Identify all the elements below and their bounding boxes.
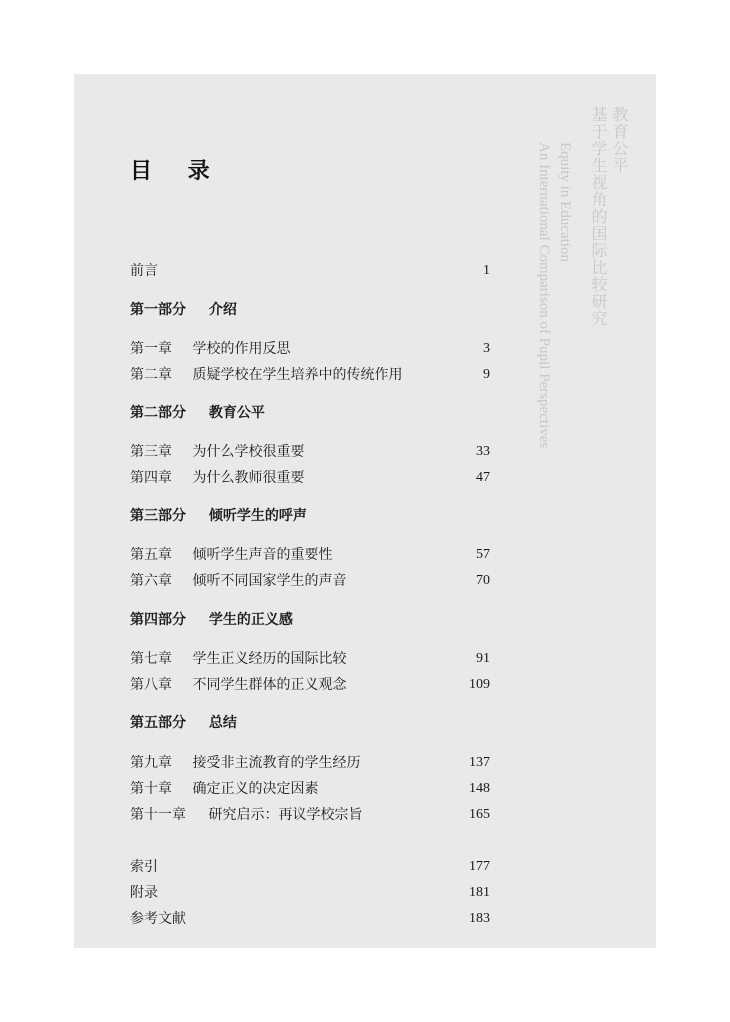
part-label: 第一部分	[130, 302, 186, 318]
spine-en-subtitle: An International Comparison of Pupil Perspectives	[536, 142, 552, 449]
part-heading[interactable]	[130, 505, 307, 527]
toc-chapter[interactable]	[130, 804, 490, 826]
toc-chapter[interactable]	[130, 544, 490, 566]
toc-chapter[interactable]	[130, 752, 490, 774]
part-heading[interactable]	[130, 712, 237, 734]
toc-chapter[interactable]	[130, 674, 490, 696]
toc-page-number: 47	[476, 470, 490, 485]
part-title: 总结	[208, 715, 237, 731]
toc-page-number: 70	[476, 573, 490, 588]
chapter-label: 第一章	[130, 341, 172, 357]
toc-back-matter[interactable]	[130, 882, 490, 904]
toc-page-number: 3	[483, 341, 490, 356]
toc-page-number: 177	[469, 859, 490, 874]
chapter-label: 第七章	[130, 651, 172, 667]
toc-page-number: 165	[469, 807, 490, 822]
spine-en-title: Equity in Education	[557, 142, 573, 262]
toc-page-number: 137	[469, 755, 490, 770]
toc-entry-title: 附录	[130, 885, 158, 901]
toc-page-number: 9	[483, 367, 490, 382]
chapter-title: 学校的作用反思	[192, 341, 291, 357]
toc-page-number: 148	[469, 781, 490, 796]
toc-page-number: 91	[476, 651, 490, 666]
chapter-label: 第十一章	[130, 807, 186, 823]
toc-back-matter[interactable]	[130, 908, 490, 930]
chapter-label: 第三章	[130, 444, 172, 460]
chapter-label: 第九章	[130, 755, 172, 771]
toc-entry-title: 索引	[130, 859, 158, 875]
page-title: 目 录	[130, 159, 224, 184]
chapter-title: 学生正义经历的国际比较	[192, 651, 347, 667]
part-label: 第四部分	[130, 612, 186, 628]
chapter-title: 为什么学校很重要	[192, 444, 305, 460]
chapter-title: 确定正义的决定因素	[192, 781, 319, 797]
toc-chapter[interactable]	[130, 364, 490, 386]
part-title: 介绍	[208, 302, 237, 318]
chapter-label: 第二章	[130, 367, 172, 383]
chapter-title: 接受非主流教育的学生经历	[192, 755, 361, 771]
part-title: 倾听学生的呼声	[208, 508, 307, 524]
part-label: 第三部分	[130, 508, 186, 524]
toc-page-number: 181	[469, 885, 490, 900]
part-title: 学生的正义感	[208, 612, 293, 628]
chapter-title: 不同学生群体的正义观念	[192, 677, 347, 693]
chapter-label: 第四章	[130, 470, 172, 486]
chapter-label: 第六章	[130, 573, 172, 589]
toc-page-number: 1	[483, 263, 490, 278]
chapter-title: 倾听不同国家学生的声音	[192, 573, 347, 589]
part-title: 教育公平	[208, 405, 265, 421]
toc-preface[interactable]	[130, 260, 490, 282]
toc-chapter[interactable]	[130, 570, 490, 592]
part-label: 第二部分	[130, 405, 186, 421]
toc-chapter[interactable]	[130, 778, 490, 800]
part-label: 第五部分	[130, 715, 186, 731]
toc-chapter[interactable]	[130, 338, 490, 360]
part-heading[interactable]	[130, 402, 265, 424]
chapter-label: 第八章	[130, 677, 172, 693]
part-heading[interactable]	[130, 609, 293, 631]
chapter-title: 倾听学生声音的重要性	[192, 547, 333, 563]
chapter-title: 质疑学校在学生培养中的传统作用	[192, 367, 403, 383]
chapter-title: 研究启示：再议学校宗旨	[208, 807, 363, 823]
toc-page-number: 33	[476, 444, 490, 459]
toc-chapter[interactable]	[130, 441, 490, 463]
toc-chapter[interactable]	[130, 648, 490, 670]
spine-cn-title: 教育公平	[610, 106, 629, 174]
toc-entry-title: 参考文献	[130, 911, 186, 927]
chapter-label: 第五章	[130, 547, 172, 563]
spine-cn-subtitle: 基于学生视角的国际比较研究	[589, 106, 608, 327]
chapter-label: 第十章	[130, 781, 172, 797]
toc-entry-title: 前言	[130, 263, 158, 279]
toc-page-number: 109	[469, 677, 490, 692]
toc-back-matter[interactable]	[130, 856, 490, 878]
chapter-title: 为什么教师很重要	[192, 470, 305, 486]
toc-chapter[interactable]	[130, 467, 490, 489]
toc-page-number: 57	[476, 547, 490, 562]
part-heading[interactable]	[130, 299, 237, 321]
toc-page-number: 183	[469, 911, 490, 926]
